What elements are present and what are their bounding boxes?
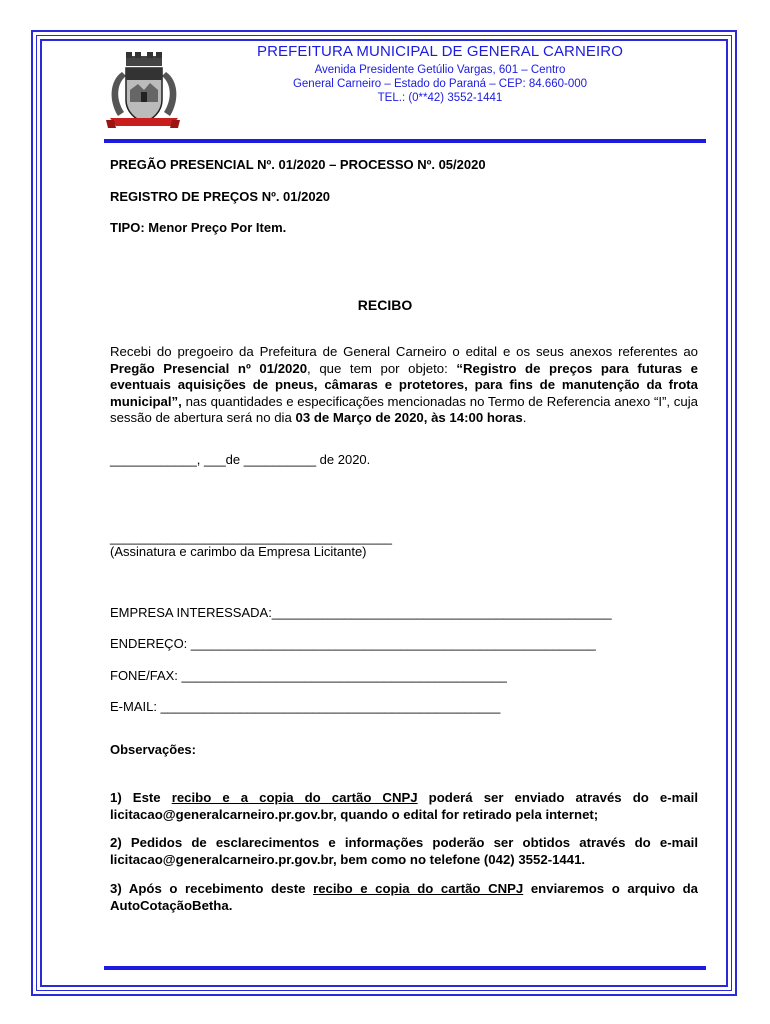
p1-bold-2: “Registro de preços para futuras e eventuais aquisições de pneus, câmaras e protetores, para fins de manutenção da frota municipal”, xyxy=(110,360,698,409)
signature-label: (Assinatura e carimbo da Empresa Licitante) xyxy=(110,544,367,559)
heading-tipo: TIPO: Menor Preço Por Item. xyxy=(110,220,287,235)
p1-text-4: . xyxy=(522,410,527,425)
header-address: Avenida Presidente Getúlio Vargas, 601 – Centro xyxy=(314,64,566,76)
signature-line: _______________________________________ xyxy=(110,530,392,545)
header-phone: TEL.: (0**42) 3552-1441 xyxy=(377,92,503,104)
p1-bold-3: 03 de Março de 2020, às 14:00 horas xyxy=(295,410,523,425)
obs1-text-b: poderá ser enviado através do e-mail licitacao@generalcarneiro.pr.gov.br, quando o edital for retirado pela internet; xyxy=(110,790,698,822)
recibo-title: RECIBO xyxy=(357,297,413,313)
header-rule xyxy=(104,139,706,143)
obs3-text-a: 3) Após o recebimento deste xyxy=(110,881,314,896)
obs3-underlined: recibo e copia do cartão CNPJ xyxy=(313,881,524,896)
field-fone: FONE/FAX: _____________________________________________ xyxy=(110,668,507,683)
header-city: General Carneiro – Estado do Paraná – CEP: 84.660-000 xyxy=(292,78,588,90)
obs3-text-b: enviaremos o arquivo da AutoCotaçãoBetha. xyxy=(110,881,698,913)
obs1-underlined: recibo e a copia do cartão CNPJ xyxy=(171,790,418,805)
heading-pregao: PREGÃO PRESENCIAL Nº. 01/2020 – PROCESSO Nº. 05/2020 xyxy=(110,157,486,172)
obs-item-3 xyxy=(110,881,698,914)
recibo-paragraph xyxy=(110,344,698,427)
field-endereco: ENDEREÇO: ________________________________________________________ xyxy=(110,636,596,651)
coat-of-arms-icon xyxy=(104,50,184,136)
obs1-text-a: 1) Este xyxy=(110,790,172,805)
obs-item-2: 2) Pedidos de esclarecimentos e informações poderão ser obtidos através do e-mail licitacao@generalcarneiro.pr.gov.br, bem como no telefone (042) 3552-1441. xyxy=(110,835,698,867)
p1-text-2: , que tem por objeto: xyxy=(307,360,457,376)
field-empresa: EMPRESA INTERESSADA:_______________________________________________ xyxy=(110,605,612,620)
footer-rule xyxy=(104,966,706,970)
p1-text-1: Recebi do pregoeiro da Prefeitura de General Carneiro o edital e os seus anexos referentes ao xyxy=(110,344,698,359)
header-title: PREFEITURA MUNICIPAL DE GENERAL CARNEIRO xyxy=(256,43,623,60)
date-line: ____________, ___de __________ de 2020. xyxy=(110,452,371,467)
p1-bold-1: Pregão Presencial nº 01/2020 xyxy=(110,360,308,376)
heading-registro: REGISTRO DE PREÇOS Nº. 01/2020 xyxy=(110,189,331,204)
p1-text-3: nas quantidades e especificações mencionadas no Termo de Referencia anexo “I”, cuja sessão de abertura será no dia xyxy=(110,393,698,425)
obs-title: Observações: xyxy=(110,742,196,757)
field-email: E-MAIL: _______________________________________________ xyxy=(110,699,501,714)
obs-item-1 xyxy=(110,790,698,823)
